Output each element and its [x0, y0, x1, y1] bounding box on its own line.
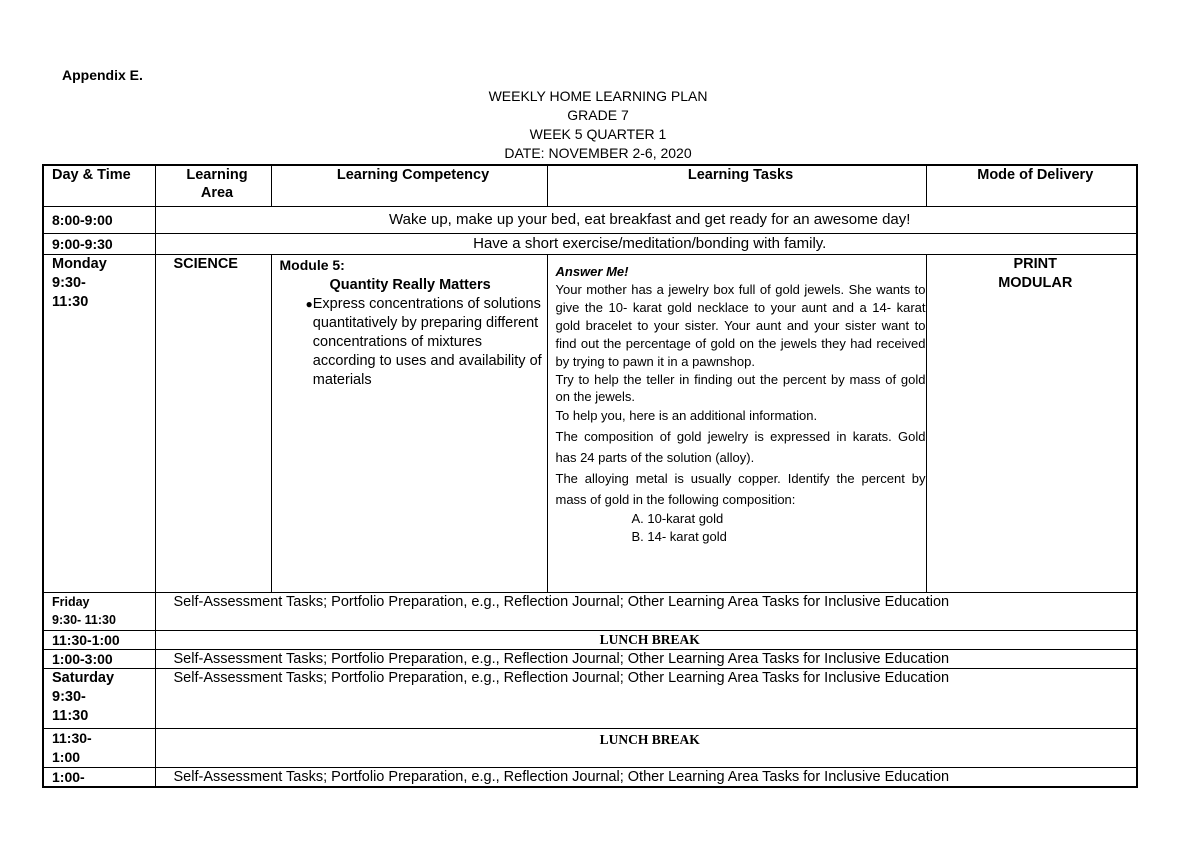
table-row-friday	[43, 592, 1137, 630]
table-row	[43, 233, 1137, 254]
activity-cell: Self-Assessment Tasks; Portfolio Preparation, e.g., Reflection Journal; Other Learning Area Tasks for Inclusive Education	[155, 592, 1137, 630]
time-cell: 1:00-	[43, 767, 155, 787]
time-label: 9:30-	[52, 688, 86, 705]
activity-cell: Wake up, make up your bed, eat breakfast and get ready for an awesome day!	[155, 206, 1137, 233]
header-competency: Learning Competency	[271, 165, 547, 206]
delivery-line: PRINT	[1013, 255, 1057, 272]
day-label: Friday	[52, 594, 90, 609]
heading-title: WEEKLY HOME LEARNING PLAN	[488, 88, 708, 104]
competency-item	[280, 295, 547, 390]
task-paragraph: To help you, here is an additional information.	[555, 407, 818, 423]
time-cell: 8:00-9:00	[43, 206, 155, 233]
time-label: 9:30- 11:30	[52, 612, 116, 627]
task-paragraph: Try to help the teller in finding out the percent by mass of gold on the jewels.	[555, 371, 926, 404]
delivery-line: MODULAR	[998, 274, 1073, 291]
time-cell	[43, 728, 155, 767]
table-row-monday	[43, 254, 1137, 592]
activity-cell: Self-Assessment Tasks; Portfolio Preparation, e.g., Reflection Journal; Other Learning Area Tasks for Inclusive Education	[155, 649, 1137, 668]
task-title: Answer Me!	[555, 263, 629, 279]
tasks-cell	[547, 254, 926, 592]
day-time-cell	[43, 668, 155, 728]
task-option: A. 10-karat gold	[631, 510, 724, 526]
time-label: 11:30	[52, 707, 89, 724]
table-row	[43, 728, 1137, 767]
header-tasks: Learning Tasks	[547, 165, 926, 206]
heading-grade: GRADE 7	[567, 107, 629, 123]
lunch-cell: LUNCH BREAK	[155, 728, 1137, 767]
module-label: Module 5:	[279, 256, 345, 273]
table-header-row	[43, 165, 1137, 206]
activity-cell: Have a short exercise/meditation/bonding with family.	[155, 233, 1137, 254]
day-time-cell	[43, 592, 155, 630]
day-time-cell	[43, 254, 155, 592]
task-paragraph: The composition of gold jewelry is expressed in karats. Gold has 24 parts of the solution (alloy).	[555, 428, 926, 465]
activity-cell: Self-Assessment Tasks; Portfolio Preparation, e.g., Reflection Journal; Other Learning Area Tasks for Inclusive Education	[155, 668, 1137, 728]
table-row	[43, 630, 1137, 649]
competency-text: Express concentrations of solutions quantitatively by preparing different concentrations of mixtures according to uses and availability of materials	[312, 295, 542, 388]
task-option: B. 14- karat gold	[631, 528, 727, 544]
task-paragraph: The alloying metal is usually copper. Identify the percent by mass of gold in the following composition:	[555, 470, 926, 507]
time-label: 11:30	[52, 293, 89, 310]
plan-heading	[0, 87, 1196, 163]
time-label: 11:30-	[52, 729, 92, 746]
time-cell: 9:00-9:30	[43, 233, 155, 254]
appendix-label: Appendix E.	[62, 67, 143, 83]
task-paragraph: Your mother has a jewelry box full of gold jewels. She wants to give the 10- karat gold necklace to your aunt and a 14- karat gold bracelet to your sister. Your aunt and your sister want to find out the percentage of gold on the jewels they had received by trying to pawn it in a pawnshop.	[555, 281, 926, 369]
table-row	[43, 649, 1137, 668]
delivery-cell	[926, 254, 1137, 592]
heading-week: WEEK 5 QUARTER 1	[529, 126, 667, 142]
lunch-cell: LUNCH BREAK	[155, 630, 1137, 649]
header-delivery: Mode of Delivery	[926, 165, 1137, 206]
learning-plan-table	[42, 164, 1138, 788]
competency-cell	[271, 254, 547, 592]
day-label: Saturday	[52, 669, 115, 686]
table-row	[43, 767, 1137, 787]
activity-cell: Self-Assessment Tasks; Portfolio Preparation, e.g., Reflection Journal; Other Learning Area Tasks for Inclusive Education	[155, 767, 1137, 787]
day-label: Monday	[52, 255, 107, 272]
header-day-time: Day & Time	[43, 165, 155, 206]
time-cell: 11:30-1:00	[43, 630, 155, 649]
time-label: 9:30-	[52, 274, 86, 291]
bullet-icon: ●	[305, 296, 313, 311]
time-cell: 1:00-3:00	[43, 649, 155, 668]
header-learning-area	[155, 165, 271, 206]
table-row-saturday	[43, 668, 1137, 728]
table-row	[43, 206, 1137, 233]
heading-date: DATE: NOVEMBER 2-6, 2020	[504, 145, 692, 161]
header-area-line2: Area	[200, 185, 234, 201]
module-title: Quantity Really Matters	[329, 276, 491, 293]
learning-area-cell: SCIENCE	[155, 254, 271, 592]
time-label: 1:00	[52, 748, 81, 765]
header-area-line1: Learning	[186, 167, 248, 183]
